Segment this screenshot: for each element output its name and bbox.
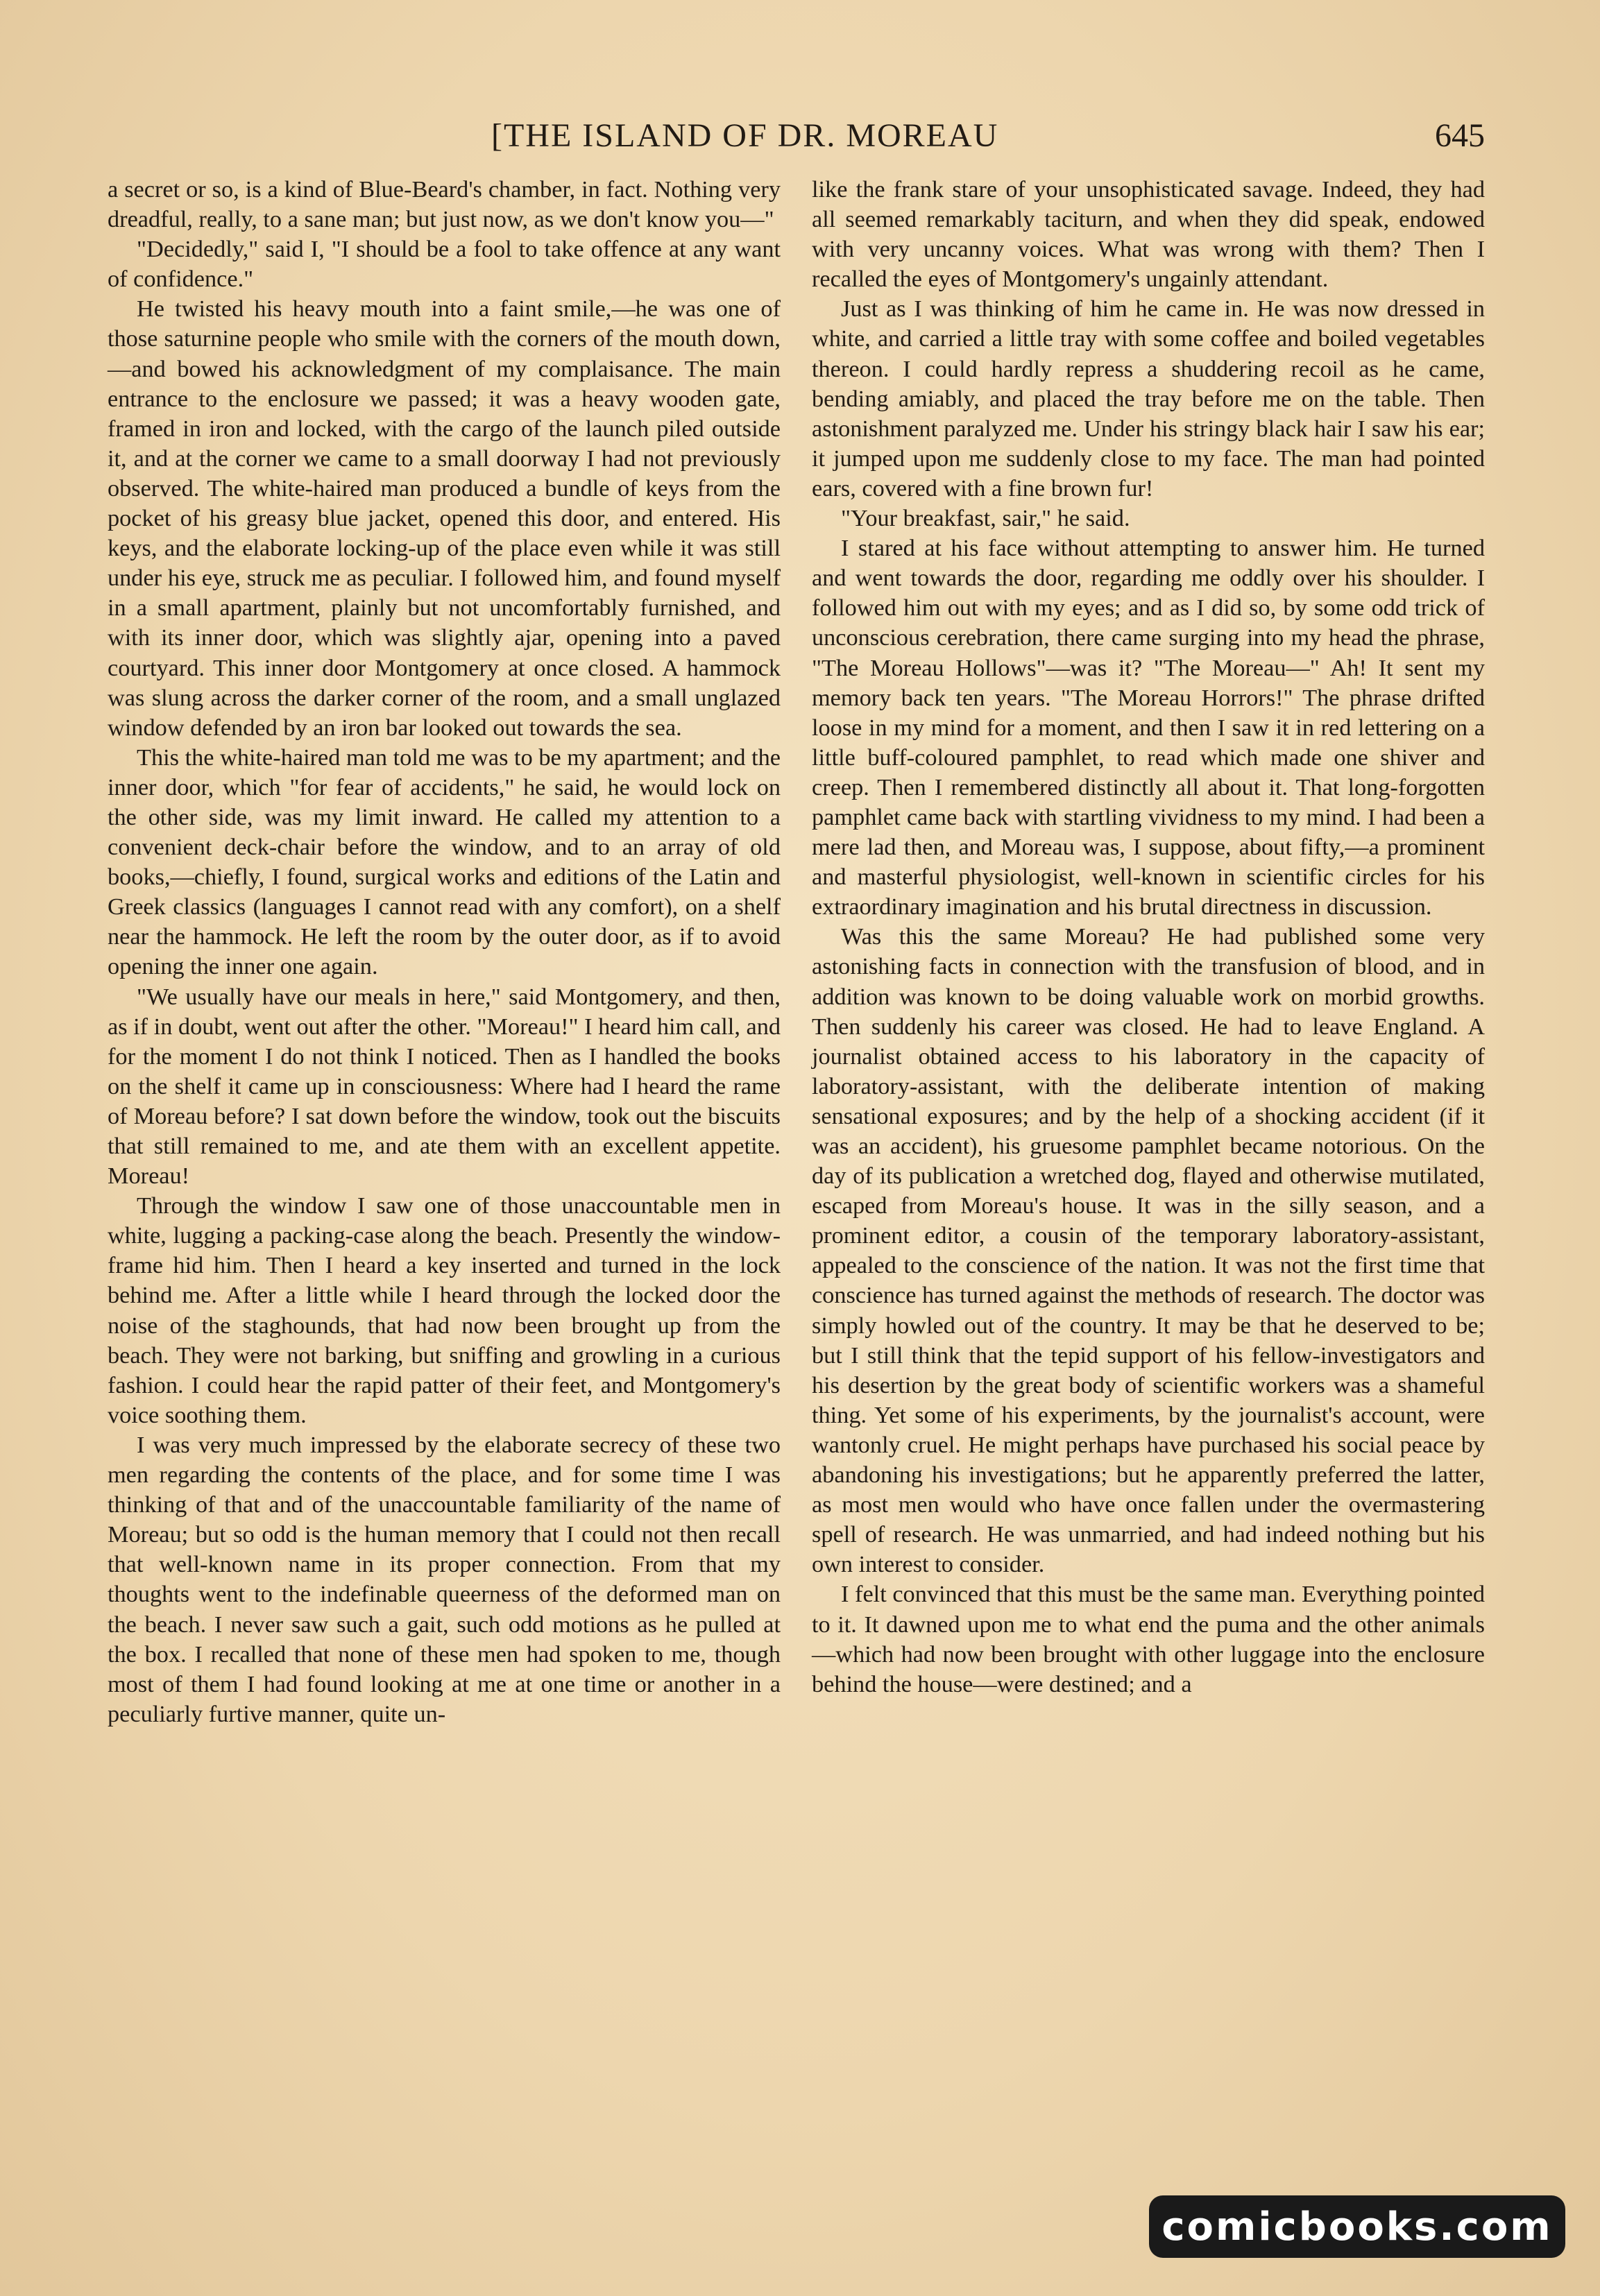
paragraph: "We usually have our meals in here," said Montgomery, and then, as if in doubt, went out after the other. "Moreau!" I heard him call, and for the moment I do not think I noticed. Then as I handled the books on the shelf it came up in consciousness: Where had I heard the rame of Moreau before? I sat down before the window, took out the biscuits that still remained to me, and ate them with an excellent appetite. Moreau! xyxy=(108,983,781,1190)
paragraph: I was very much impressed by the elaborate secrecy of these two men regarding the contents of the place, and for some time I was thinking of that and of the unaccountable familiarity of the name of Moreau; but so odd is the human memory that I could not then recall that well-known name in its proper connection. From that my thoughts went to the indefinable queerness of the deformed man on the beach. I never saw such a gait, such odd motions as he pulled at the box. I recalled that none of these men had spoken to me, though most of them I had found looking at me at one time or another in a peculiarly furtive manner, quite un- xyxy=(108,1431,781,1727)
watermark-logo xyxy=(1149,2195,1565,2258)
left-column xyxy=(108,175,781,1729)
right-column xyxy=(812,175,1485,1699)
paragraph: a secret or so, is a kind of Blue-Beard's chamber, in fact. Nothing very dreadful, really, to a sane man; but just now, as we don't know you—" xyxy=(108,176,781,233)
page-number: 645 xyxy=(1435,117,1485,154)
paragraph: I stared at his face without attempting to answer him. He turned and went towards the door, regarding me oddly over his shoulder. I followed him out with my eyes; and as I did so, by some odd trick of unconscious cerebration, there came surging into my head the phrase, "The Moreau Hollows"—was it? "The Moreau—" Ah! It sent my memory back ten years. "The Moreau Horrors!" The phrase drifted loose in my mind for a moment, and then I saw it in red lettering on a little buff-coloured pamphlet, to read which made one shiver and creep. Then I remembered distinctly all about it. That long-forgotten pamphlet came back with startling vividness to my mind. I had been a mere lad then, and Moreau was, I suppose, about fifty,—a prominent and masterful physiologist, well-known in scientific circles for his extraordinary imagination and his brutal directness in discussion. xyxy=(812,535,1485,920)
running-header xyxy=(104,117,1485,179)
paragraph: I felt convinced that this must be the same man. Everything pointed to it. It dawned upon me to what end the puma and the other animals—which had now been brought with other luggage into the enclosure behind the house—were destined; and a xyxy=(812,1581,1485,1697)
paragraph: Just as I was thinking of him he came in. He was now dressed in white, and carried a little tray with some coffee and boiled vegetables thereon. I could hardly repress a shuddering recoil as he came, bending amiably, and placed the tray before me on the table. Then astonishment paralyzed me. Under his stringy black hair I saw his ear; it jumped upon me suddenly close to my face. The man had pointed ears, covered with a fine brown fur! xyxy=(812,295,1485,502)
paragraph: "Your breakfast, sair," he said. xyxy=(841,505,1130,532)
paragraph: like the frank stare of your unsophisticated savage. Indeed, they had all seemed remarkably taciturn, and when they did speak, endowed with very uncanny voices. What was wrong with them? Then I recalled the eyes of Montgomery's ungainly attendant. xyxy=(812,176,1485,293)
paragraph: Was this the same Moreau? He had published some very astonishing facts in connection with the transfusion of blood, and in addition was known to be doing valuable work on morbid growths. Then suddenly his career was closed. He had to leave England. A journalist obtained access to his laboratory in the capacity of laboratory-assistant, with the deliberate intention of making sensational exposures; and by the help of a shocking accident (if it was an accident), his gruesome pamphlet became notorious. On the day of its publication a wretched dog, flayed and otherwise mutilated, escaped from Moreau's house. It was in the silly season, and a prominent editor, a cousin of the temporary laboratory-assistant, appealed to the conscience of the nation. It was not the first time that conscience has turned against the methods of research. The doctor was simply howled out of the country. It may be that he deserved to be; but I still think that the tepid support of his fellow-investigators and his desertion by the great body of scientific workers was a shameful thing. Yet some of his experiments, by the journalist's account, were wantonly cruel. He might perhaps have purchased his social peace by abandoning his investigations; but he apparently preferred the latter, as most men would who have once fallen under the overmastering spell of research. He was unmarried, and had indeed nothing but his own interest to consider. xyxy=(812,923,1485,1578)
page-title: [THE ISLAND OF DR. MOREAU xyxy=(491,117,999,154)
paragraph: This the white-haired man told me was to be my apartment; and the inner door, which "for fear of accidents," he said, he would lock on the other side, was my limit inward. He called my attention to a convenient deck-chair before the window, and to an array of old books,—chiefly, I found, surgical works and editions of the Latin and Greek classics (languages I cannot read with any comfort), on a shelf near the hammock. He left the room by the outer door, as if to avoid opening the inner one again. xyxy=(108,744,781,980)
paragraph: Through the window I saw one of those unaccountable men in white, lugging a packing-case along the beach. Presently the window-frame hid him. Then I heard a key inserted and turned in the lock behind me. After a little while I heard through the locked door the noise of the staghounds, that had now been brought up from the beach. They were not barking, but sniffing and growling in a curious fashion. I could hear the rapid patter of their feet, and Montgomery's voice soothing them. xyxy=(108,1192,781,1428)
paragraph: He twisted his heavy mouth into a faint smile,—he was one of those saturnine people who smile with the corners of the mouth down,—and bowed his acknowledgment of my complaisance. The main entrance to the enclosure we passed; it was a heavy wooden gate, framed in iron and locked, with the cargo of the launch piled outside it, and at the corner we came to a small doorway I had not previously observed. The white-haired man produced a bundle of keys from the pocket of his greasy blue jacket, opened this door, and entered. His keys, and the elaborate locking-up of the place even while it was still under his eye, struck me as peculiar. I followed him, and found myself in a small apartment, plainly but not uncomfortably furnished, and with its inner door, which was slightly ajar, opening into a paved courtyard. This inner door Montgomery at once closed. A hammock was slung across the darker corner of the room, and a small unglazed window defended by an iron bar looked out towards the sea. xyxy=(108,295,781,741)
watermark-text: comicbooks.com xyxy=(1161,2204,1553,2250)
paragraph: "Decidedly," said I, "I should be a fool to take offence at any want of confidence." xyxy=(108,236,781,293)
